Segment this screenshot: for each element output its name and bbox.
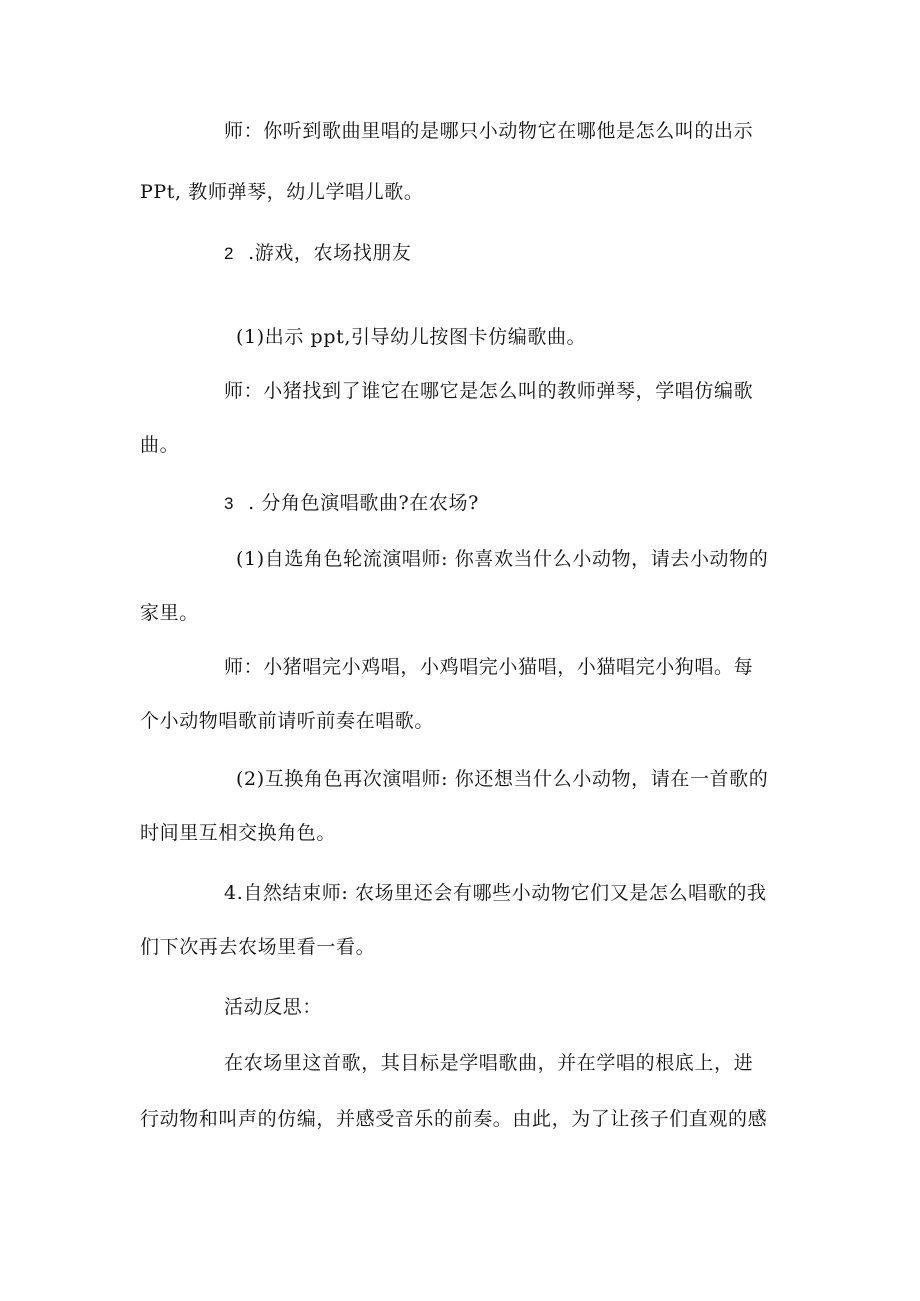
section-number: 3 <box>224 494 235 513</box>
section-heading-4: 4.自然结束师: 农场里还会有哪些小动物它们又是怎么唱歌的我 <box>224 882 767 904</box>
sub-item: (2)互换角色再次演唱师: 你还想当什么小动物，请在一首歌的 <box>236 768 769 790</box>
section-heading-3 <box>224 488 479 519</box>
sub-item: (1)自选角色轮流演唱师: 你喜欢当什么小动物，请去小动物的 <box>236 548 769 570</box>
paragraph-line: 师：小猪唱完小鸡唱，小鸡唱完小猫唱，小猫唱完小狗唱。每 <box>224 656 754 678</box>
section-title: .游戏，农场找朋友 <box>248 242 412 264</box>
paragraph-line: 个小动物唱歌前请听前奏在唱歌。 <box>140 710 435 732</box>
sub-item: (1)出示 ppt,引导幼儿按图卡仿编歌曲。 <box>236 326 587 348</box>
reflection-title: 活动反思： <box>224 996 323 1018</box>
section-number: 2 <box>224 244 235 263</box>
paragraph-line: 时间里互相交换角色。 <box>140 822 337 844</box>
paragraph-line: 师：小猪找到了谁它在哪它是怎么叫的教师弹琴，学唱仿编歌 <box>224 380 754 402</box>
paragraph-line: 师：你听到歌曲里唱的是哪只小动物它在哪他是怎么叫的出示 <box>224 120 754 142</box>
section-title: . 分角色演唱歌曲?在农场? <box>248 492 479 514</box>
paragraph-line: 家里。 <box>140 602 199 624</box>
paragraph-line: 在农场里这首歌，其目标是学唱歌曲，并在学唱的根底上，进 <box>224 1052 754 1074</box>
section-heading-2 <box>224 238 412 269</box>
paragraph-line: 们下次再去农场里看一看。 <box>140 936 376 958</box>
paragraph-line: PPt, 教师弹琴，幼儿学唱儿歌。 <box>140 181 424 203</box>
paragraph-line: 曲。 <box>140 434 180 456</box>
paragraph-line: 行动物和叫声的仿编，并感受音乐的前奏。由此，为了让孩子们直观的感 <box>140 1108 768 1130</box>
